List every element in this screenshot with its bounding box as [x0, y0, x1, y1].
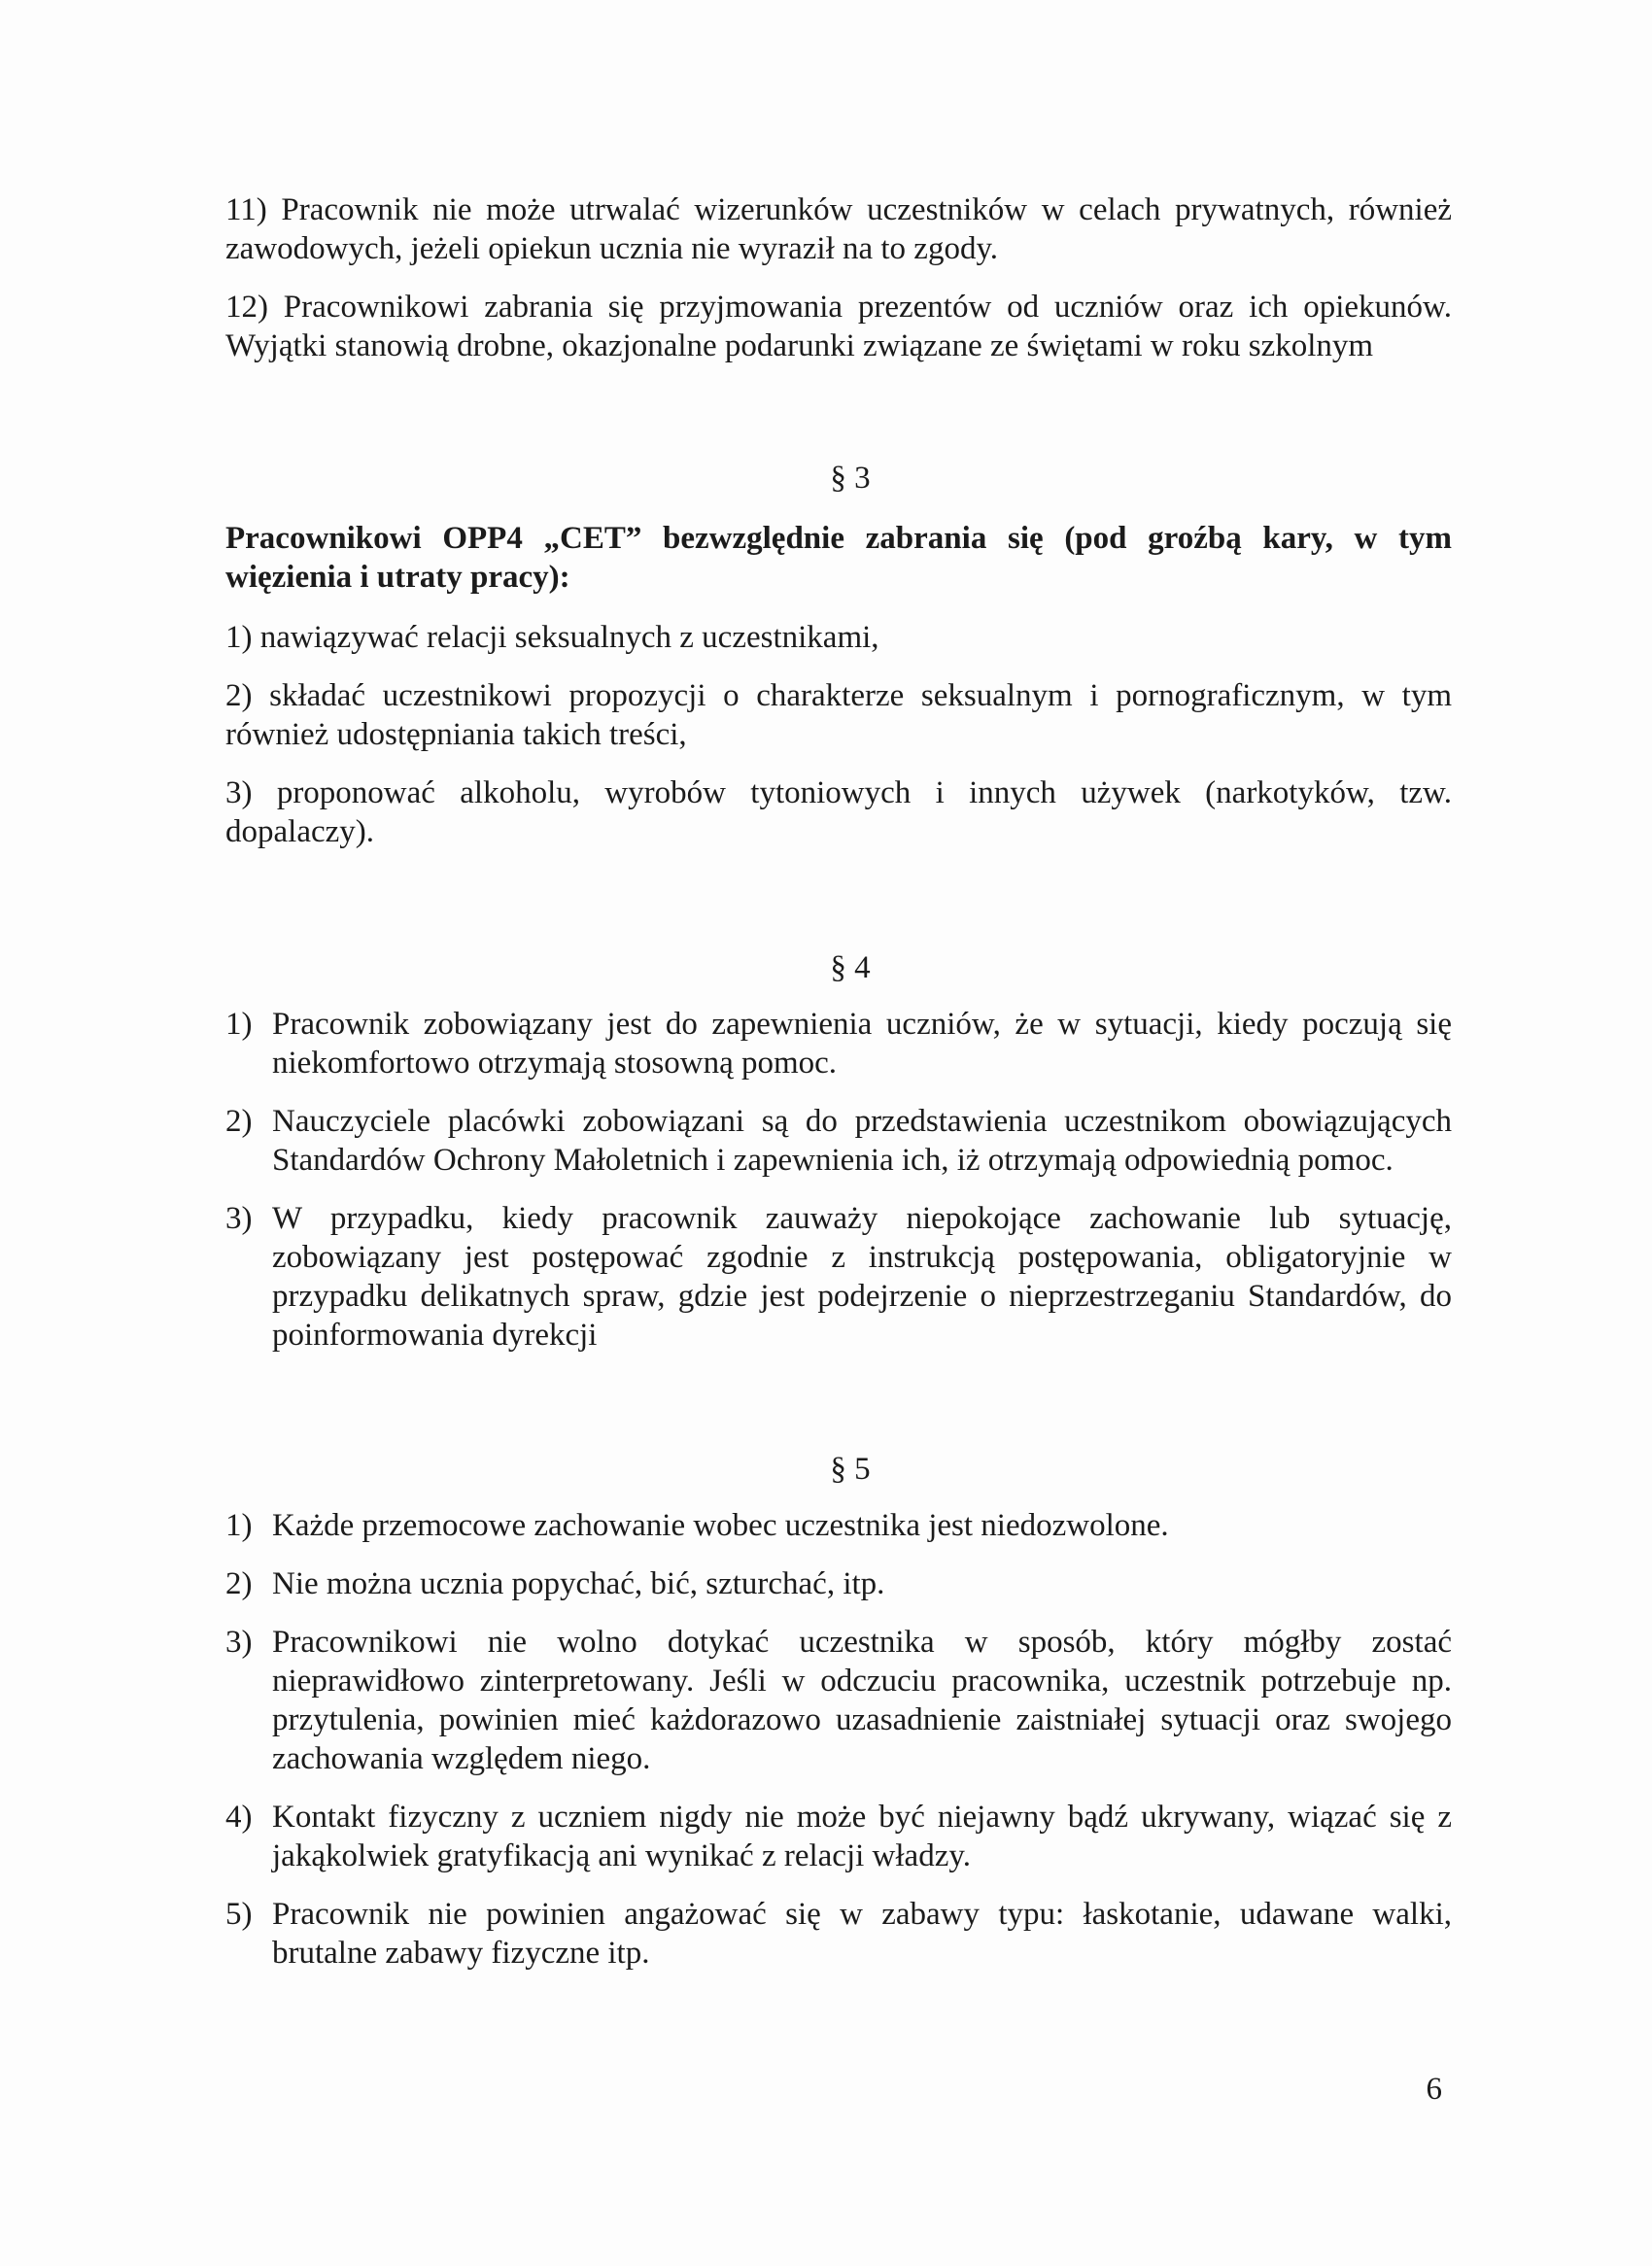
intro-items: [225, 190, 1452, 385]
item-number: 5): [225, 1897, 253, 1932]
item-text: Pracownik zobowiązany jest do zapewnienia uczniów, że w sytuacji, kiedy poczują się niekomfortowo otrzymają stosowną pomoc.: [272, 1007, 1452, 1081]
item-number: 2): [225, 1104, 253, 1139]
item-text: Pracownikowi nie wolno dotykać uczestnika w sposób, który mógłby zostać nieprawidłowo zinterpretowany. Jeśli w odczuciu pracownika, uczestnik potrzebuje np. przytulenia, powinien mieć każdorazowo uzasadnienie zaistniałej sytuacji oraz swojego zachowania względem niego.: [272, 1625, 1452, 1776]
item-number: 1): [225, 1508, 253, 1543]
section-4-item: [225, 1102, 1452, 1180]
section-5-mark: § 5: [830, 1452, 871, 1487]
paragraph-item-12: 12) Pracownikowi zabrania się przyjmowania prezentów od uczniów oraz ich opiekunów. Wyjątki stanowią drobne, okazjonalne podarunki związane ze świętami w roku szkolnym: [225, 290, 1452, 363]
section-5-item: [225, 1564, 1452, 1603]
paragraph-item-11: 11) Pracownik nie może utrwalać wizerunków uczestników w celach prywatnych, również zawodowych, jeżeli opiekun ucznia nie wyraził na to zgody.: [225, 192, 1452, 266]
item-number: 4): [225, 1800, 253, 1835]
item-text: Pracownik nie powinien angażować się w zabawy typu: łaskotanie, udawane walki, brutalne zabawy fizyczne itp.: [272, 1897, 1452, 1971]
section-3-heading: Pracownikowi OPP4 „CET” bezwzględnie zabrania się (pod groźbą kary, w tym więzienia i utraty pracy):: [225, 521, 1452, 595]
item-number: 3): [225, 1625, 253, 1660]
section-3-item-2: 2) składać uczestnikowi propozycji o charakterze seksualnym i pornograficznym, w tym również udostępniania takich treści,: [225, 678, 1452, 752]
item-text: W przypadku, kiedy pracownik zauważy niepokojące zachowanie lub sytuację, zobowiązany jest postępować zgodnie z instrukcją postępowania, obligatoryjnie w przypadku delikatnych spraw, gdzie jest podejrzenie o nieprzestrzeganiu Standardów, do poinformowania dyrekcji: [272, 1201, 1452, 1353]
section-5-item: [225, 1798, 1452, 1875]
section-5-body: [225, 1506, 1452, 1992]
item-number: 3): [225, 1201, 253, 1236]
section-4-item: [225, 1199, 1452, 1355]
section-3-mark: § 3: [830, 461, 871, 496]
item-number: 2): [225, 1566, 253, 1601]
item-text: Nie można ucznia popychać, bić, szturchać, itp.: [272, 1566, 885, 1601]
section-4-mark: § 4: [830, 950, 871, 985]
item-text: Nauczyciele placówki zobowiązani są do przedstawienia uczestnikom obowiązujących Standardów Ochrony Małoletnich i zapewnienia ich, iż otrzymają odpowiednią pomoc.: [272, 1104, 1452, 1178]
section-3-item-1: 1) nawiązywać relacji seksualnych z uczestnikami,: [225, 620, 879, 655]
section-3-item-3: 3) proponować alkoholu, wyrobów tytoniowych i innych używek (narkotyków, tzw. dopalaczy).: [225, 775, 1452, 849]
section-3-body: [225, 519, 1452, 871]
item-text: Kontakt fizyczny z uczniem nigdy nie może być niejawny bądź ukrywany, wiązać się z jakąkolwiek gratyfikacją ani wynikać z relacji władzy.: [272, 1800, 1452, 1873]
item-text: Każde przemocowe zachowanie wobec uczestnika jest niedozwolone.: [272, 1508, 1169, 1543]
page-number: 6: [1426, 2072, 1442, 2107]
section-5-item: [225, 1623, 1452, 1778]
section-4-item: [225, 1005, 1452, 1082]
section-5-item: [225, 1506, 1452, 1545]
section-4-body: [225, 1005, 1452, 1374]
item-number: 1): [225, 1007, 253, 1042]
section-5-item: [225, 1895, 1452, 1973]
